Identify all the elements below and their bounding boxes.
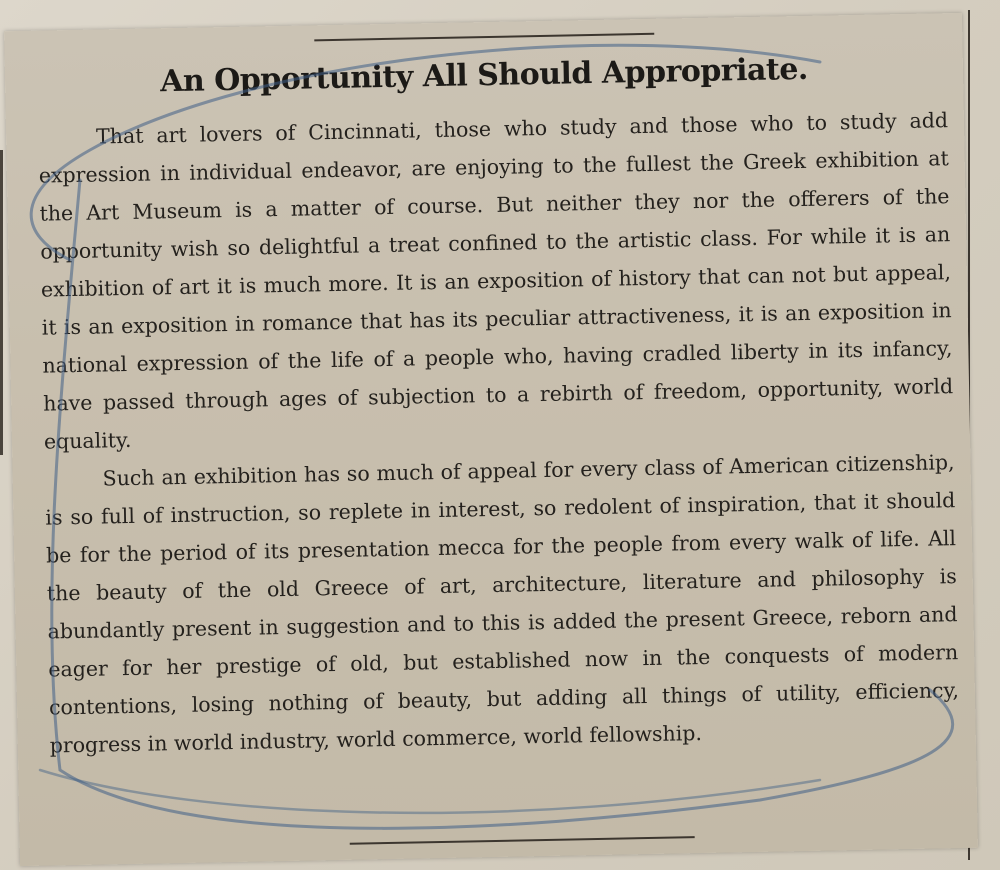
article-body [38, 101, 960, 764]
newspaper-clipping [4, 13, 978, 866]
bottom-column-rule [350, 836, 695, 845]
top-column-rule [314, 33, 654, 42]
article-paragraph-1: That art lovers of Cincinnati, those who study and those who to study add expression in individual endeavor, are enjoying to the fullest the Greek exhibition at the Art Museum is a matter of course. But neither they nor the offerers of the opportunity wish so delightful a treat confined to the artistic class. For while it is an exhibition of art it is much more. It is an exposition of history that can not but appeal, it is an exposition in romance that has its peculiar attractiveness, it is an exposition in national expression of the life of a people who, having cradled liberty in its infancy, have passed through ages of subjection to a rebirth of freedom, opportunity, world equality. [38, 108, 954, 454]
adjacent-clipping-edge [0, 150, 3, 455]
article-headline: An Opportunity All Should Appropriate. [159, 51, 809, 100]
article-paragraph-2: Such an exhibition has so much of appeal for every class of American citizenship, is so full of instruction, so replete in interest, so redolent of inspiration, that it should be for the period of its presentation mecca for the people from every walk of life. All the beauty of the old Greece of art, architecture, literature and philosophy is abundantly present in suggestion and to this is added the present Greece, reborn and eager for her prestige of old, but established now in the conquests of modern contentions, losing nothing of beauty, but adding all things of utility, efficiency, progress in world industry, world commerce, world fellowship. [45, 450, 960, 758]
